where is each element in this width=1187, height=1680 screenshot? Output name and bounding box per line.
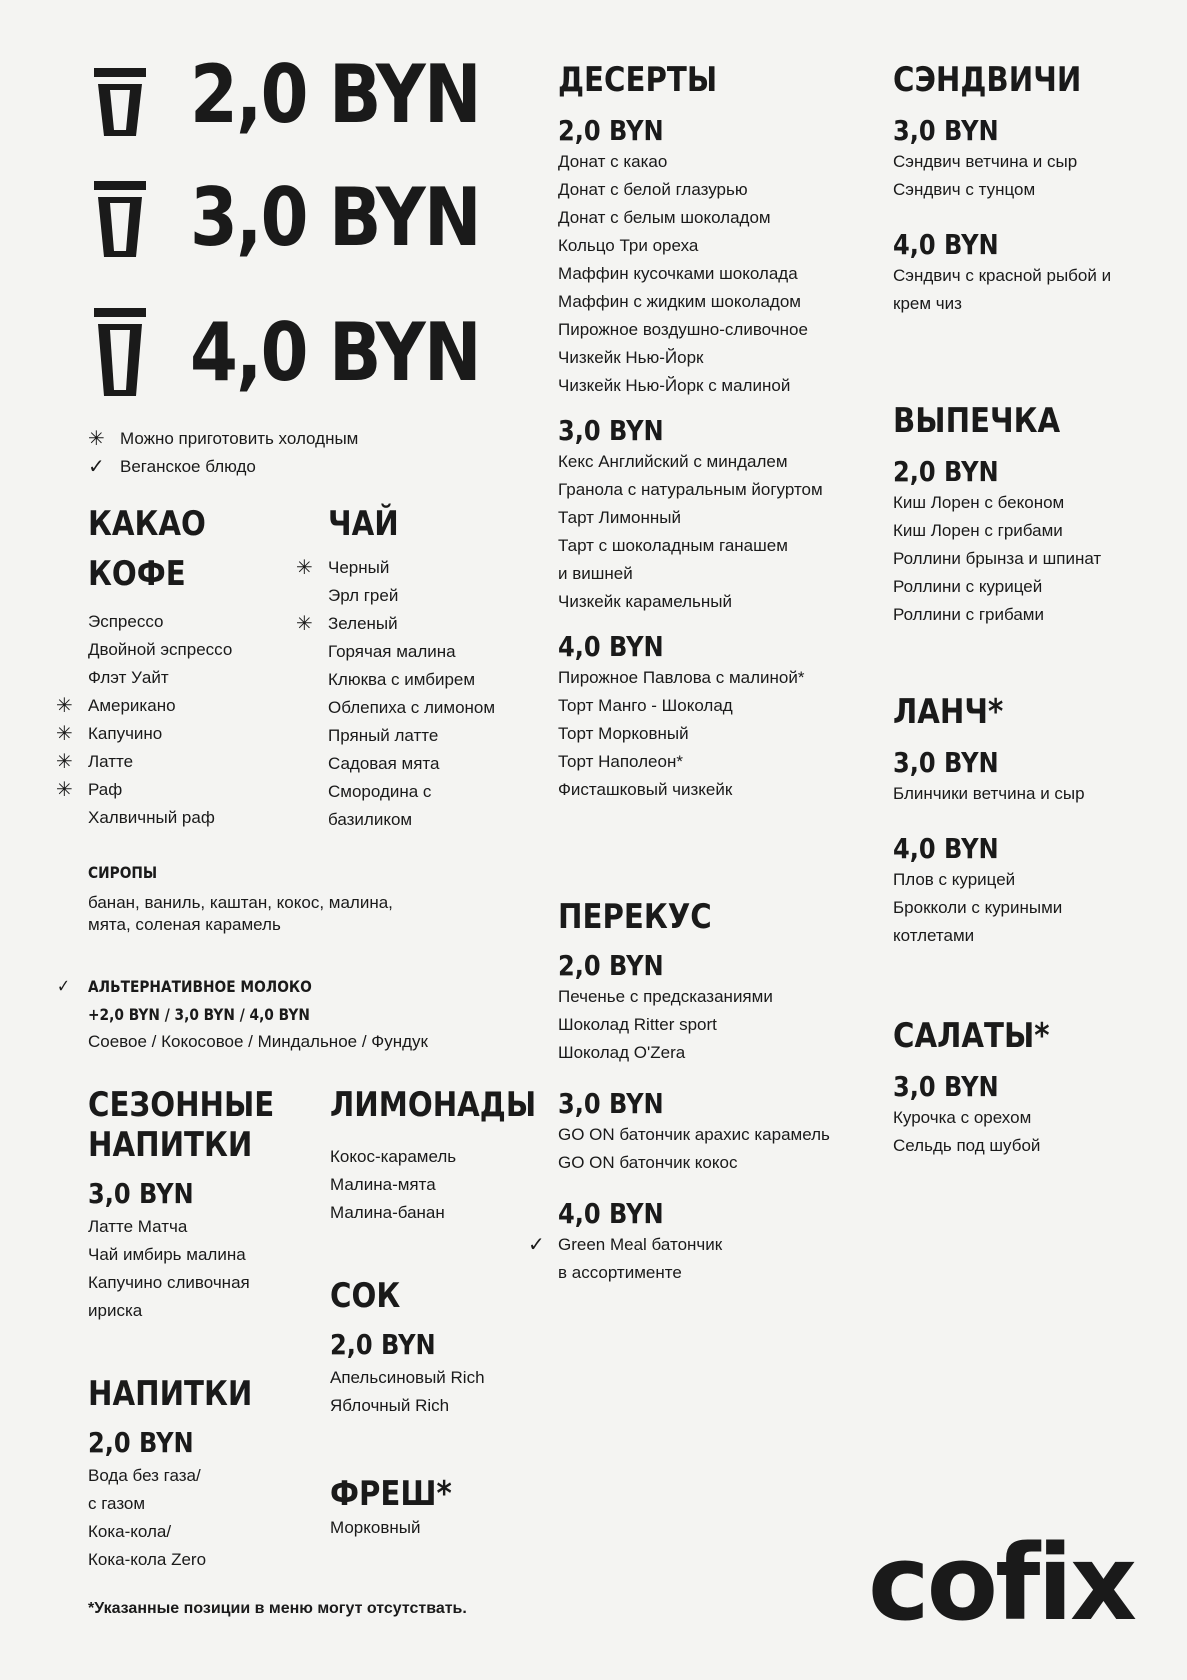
bakery-list — [893, 489, 1101, 629]
snack-price: 4,0 BYN — [558, 1197, 664, 1230]
list-item: GO ON батончик арахис карамель — [558, 1125, 830, 1144]
list-item: ✳ Раф — [88, 776, 232, 804]
list-item: Горячая малина — [328, 642, 456, 661]
sandwiches-price: 4,0 BYN — [893, 228, 999, 261]
lunch-price: 4,0 BYN — [893, 832, 999, 865]
snowflake-icon: ✳ — [296, 613, 313, 635]
list-item: Курочка с орехом — [893, 1108, 1032, 1127]
fresh-section — [330, 1474, 472, 1542]
list-item: Облепиха с лимоном — [328, 698, 496, 717]
seasonal-list — [88, 1213, 305, 1325]
leaf-icon: ✓ — [88, 456, 105, 478]
tea-list — [296, 554, 496, 834]
snowflake-icon: ✳ — [56, 779, 73, 801]
snack-list — [558, 983, 830, 1067]
juice-title: СОК — [330, 1276, 401, 1316]
list-item: Печенье с предсказаниями — [558, 987, 773, 1006]
size-price-large: 4,0 BYN — [190, 306, 480, 399]
seasonal-section — [88, 1085, 305, 1325]
alt-milk-types: Соевое / Кокосовое / Миндальное / Фундук — [88, 1032, 428, 1051]
list-item: Сэндвич ветчина и сыр — [893, 152, 1078, 171]
list-item: Торт Манго - Шоколад — [558, 696, 733, 715]
desserts-list — [558, 148, 823, 400]
size-row-large — [90, 308, 527, 398]
list-item: Пряный латте — [328, 726, 439, 745]
list-item: в ассортименте — [558, 1263, 682, 1282]
fresh-list — [330, 1514, 472, 1542]
snowflake-icon: ✳ — [88, 428, 105, 450]
list-item: Малина-банан — [330, 1203, 445, 1222]
list-item: ✳ Капучино — [88, 720, 232, 748]
fresh-title: ФРЕШ* — [330, 1474, 452, 1514]
list-item: Кокос-карамель — [330, 1147, 457, 1166]
list-item: Двойной эспрессо — [88, 640, 233, 659]
snack-section — [528, 897, 830, 1287]
sandwiches-price: 3,0 BYN — [893, 114, 999, 147]
salads-section — [893, 1016, 1075, 1160]
drinks-list — [88, 1462, 279, 1574]
list-item: Шоколад O'Zera — [558, 1043, 686, 1062]
list-item: Кекс Английский с миндалем — [558, 452, 788, 471]
coffee-section — [56, 504, 233, 832]
cofix-logo: cofix — [868, 1522, 1135, 1644]
alt-milk-prices: +2,0 BYN / 3,0 BYN / 4,0 BYN — [88, 1005, 310, 1024]
snack-price: 2,0 BYN — [558, 949, 664, 982]
list-item: Чизкейк Нью-Йорк с малиной — [558, 376, 791, 395]
list-item: Тарт Лимонный — [558, 508, 681, 527]
size-row-small — [90, 50, 527, 140]
coffee-title: КОФЕ — [88, 554, 186, 594]
list-item: Халвичный раф — [88, 808, 215, 827]
footnote: *Указанные позиции в меню могут отсутствать. — [88, 1600, 467, 1617]
list-item: Латте Матча — [88, 1217, 188, 1236]
list-item: котлетами — [893, 926, 975, 945]
snack-price: 3,0 BYN — [558, 1087, 664, 1120]
seasonal-title-2: НАПИТКИ — [88, 1125, 253, 1165]
list-item: Флэт Уайт — [88, 668, 169, 687]
list-item: Брокколи с куриными — [893, 898, 1063, 917]
legend-vegan: ✓ Веганское блюдо — [120, 453, 358, 481]
list-item: Тарт с шоколадным ганашем — [558, 536, 788, 555]
list-item: Морковный — [330, 1518, 421, 1537]
sandwiches-section — [893, 60, 1112, 318]
list-item: Чизкейк Нью-Йорк — [558, 348, 704, 367]
snack-list — [528, 1231, 830, 1287]
list-item: ✳ Зеленый — [328, 610, 495, 638]
size-price-small: 2,0 BYN — [190, 48, 480, 141]
list-item: Малина-мята — [330, 1175, 436, 1194]
seasonal-price: 3,0 BYN — [88, 1177, 194, 1210]
list-item: ✳ Черный — [328, 554, 495, 582]
salads-price: 3,0 BYN — [893, 1070, 999, 1103]
legend — [88, 425, 359, 481]
list-item: Маффин с жидким шоколадом — [558, 292, 801, 311]
list-item: ✳ Латте — [88, 748, 232, 776]
cup-medium-icon — [90, 177, 150, 261]
coffee-list — [56, 608, 233, 832]
juice-list — [330, 1364, 485, 1420]
salads-list — [893, 1104, 1075, 1160]
bakery-price: 2,0 BYN — [893, 455, 999, 488]
cup-large-icon — [90, 306, 150, 398]
desserts-list — [558, 664, 823, 804]
list-item: Кока-кола/ — [88, 1522, 172, 1541]
list-item: Шоколад Ritter sport — [558, 1015, 717, 1034]
list-item: Плов с курицей — [893, 870, 1016, 889]
list-item: Эспрессо — [88, 612, 164, 631]
list-item: Капучино сливочная — [88, 1273, 250, 1292]
bakery-title: ВЫПЕЧКА — [893, 401, 1061, 441]
syrups-title: СИРОПЫ — [88, 863, 158, 882]
list-item: Эрл грей — [328, 586, 399, 605]
alt-milk-title: ✓ АЛЬТЕРНАТИВНОЕ МОЛОКО — [57, 976, 312, 997]
lemonades-list — [330, 1143, 570, 1227]
list-item: Блинчики ветчина и сыр — [893, 784, 1085, 803]
tea-section — [296, 504, 496, 834]
size-row-medium — [90, 173, 527, 263]
list-item: Пирожное Павлова с малиной* — [558, 668, 805, 687]
sandwiches-title: СЭНДВИЧИ — [893, 60, 1082, 100]
lunch-list — [893, 866, 1085, 950]
list-item: Сэндвич с тунцом — [893, 180, 1036, 199]
drinks-title: НАПИТКИ — [88, 1374, 253, 1414]
list-item: Донат с белым шоколадом — [558, 208, 771, 227]
list-item: GO ON батончик кокос — [558, 1153, 738, 1172]
sandwiches-list — [893, 262, 1112, 318]
drinks-section — [88, 1374, 279, 1574]
juice-section — [330, 1276, 485, 1420]
syrups-section — [88, 862, 393, 936]
list-item: Роллини с грибами — [893, 605, 1044, 624]
lunch-price: 3,0 BYN — [893, 746, 999, 779]
list-item: Сельдь под шубой — [893, 1136, 1041, 1155]
list-item: Садовая мята — [328, 754, 440, 773]
list-item: Яблочный Rich — [330, 1396, 450, 1415]
lunch-title: ЛАНЧ* — [893, 692, 1004, 732]
list-item: Смородина с — [328, 782, 432, 801]
leaf-icon: ✓ — [57, 976, 71, 997]
syrups-line: мята, соленая карамель — [88, 915, 281, 934]
list-item: ✳ Американо — [88, 692, 232, 720]
list-item: Сэндвич с красной рыбой и — [893, 266, 1112, 285]
list-item: Фисташковый чизкейк — [558, 780, 733, 799]
juice-price: 2,0 BYN — [330, 1328, 436, 1361]
seasonal-title: СЕЗОННЫЕ — [88, 1085, 275, 1125]
desserts-price: 3,0 BYN — [558, 414, 664, 447]
snowflake-icon: ✳ — [296, 557, 313, 579]
list-item: Апельсиновый Rich — [330, 1368, 485, 1387]
desserts-section — [558, 60, 823, 804]
list-item: Торт Морковный — [558, 724, 689, 743]
list-item: с газом — [88, 1494, 146, 1513]
tea-title: ЧАЙ — [328, 504, 399, 544]
list-item: Киш Лорен с грибами — [893, 521, 1063, 540]
list-item: ✓ Green Meal батончик — [558, 1231, 830, 1259]
list-item: Маффин кусочками шоколада — [558, 264, 798, 283]
snack-list — [558, 1121, 830, 1177]
alt-milk-section — [57, 976, 428, 1056]
list-item: крем чиз — [893, 294, 962, 313]
list-item: Кольцо Три ореха — [558, 236, 699, 255]
list-item: Пирожное воздушно-сливочное — [558, 320, 808, 339]
list-item: Кока-кола Zero — [88, 1550, 207, 1569]
cup-small-icon — [90, 60, 150, 140]
lunch-list — [893, 780, 1085, 808]
salads-title: САЛАТЫ* — [893, 1016, 1050, 1056]
list-item: Гранола с натуральным йогуртом — [558, 480, 823, 499]
bakery-section — [893, 401, 1101, 629]
desserts-price: 4,0 BYN — [558, 630, 664, 663]
leaf-icon: ✓ — [528, 1234, 545, 1256]
legend-cold: ✳ Можно приготовить холодным — [120, 425, 358, 453]
lemonades-title: ЛИМОНАДЫ — [330, 1085, 537, 1125]
list-item: Клюква с имбирем — [328, 670, 476, 689]
list-item: ириска — [88, 1301, 143, 1320]
size-price-medium: 3,0 BYN — [190, 171, 480, 264]
list-item: Роллини с курицей — [893, 577, 1043, 596]
cocoa-title: КАКАО — [88, 504, 206, 544]
list-item: и вишней — [558, 564, 633, 583]
syrups-line: банан, ваниль, каштан, кокос, малина, — [88, 893, 393, 912]
desserts-list — [558, 448, 823, 616]
list-item: Донат с белой глазурью — [558, 180, 748, 199]
list-item: Киш Лорен с беконом — [893, 493, 1065, 512]
snowflake-icon: ✳ — [56, 751, 73, 773]
lunch-section — [893, 692, 1085, 950]
list-item: Вода без газа/ — [88, 1466, 201, 1485]
desserts-title: ДЕСЕРТЫ — [558, 60, 718, 100]
list-item: Чай имбирь малина — [88, 1245, 246, 1264]
lemonades-section — [330, 1085, 570, 1227]
snowflake-icon: ✳ — [56, 723, 73, 745]
snowflake-icon: ✳ — [56, 695, 73, 717]
snack-title: ПЕРЕКУС — [558, 897, 712, 937]
desserts-price: 2,0 BYN — [558, 114, 664, 147]
drinks-price: 2,0 BYN — [88, 1426, 194, 1459]
list-item: Торт Наполеон* — [558, 752, 683, 771]
sandwiches-list — [893, 148, 1112, 204]
list-item: Чизкейк карамельный — [558, 592, 732, 611]
list-item: Роллини брынза и шпинат — [893, 549, 1102, 568]
list-item: базиликом — [328, 810, 413, 829]
list-item: Донат с какао — [558, 152, 668, 171]
